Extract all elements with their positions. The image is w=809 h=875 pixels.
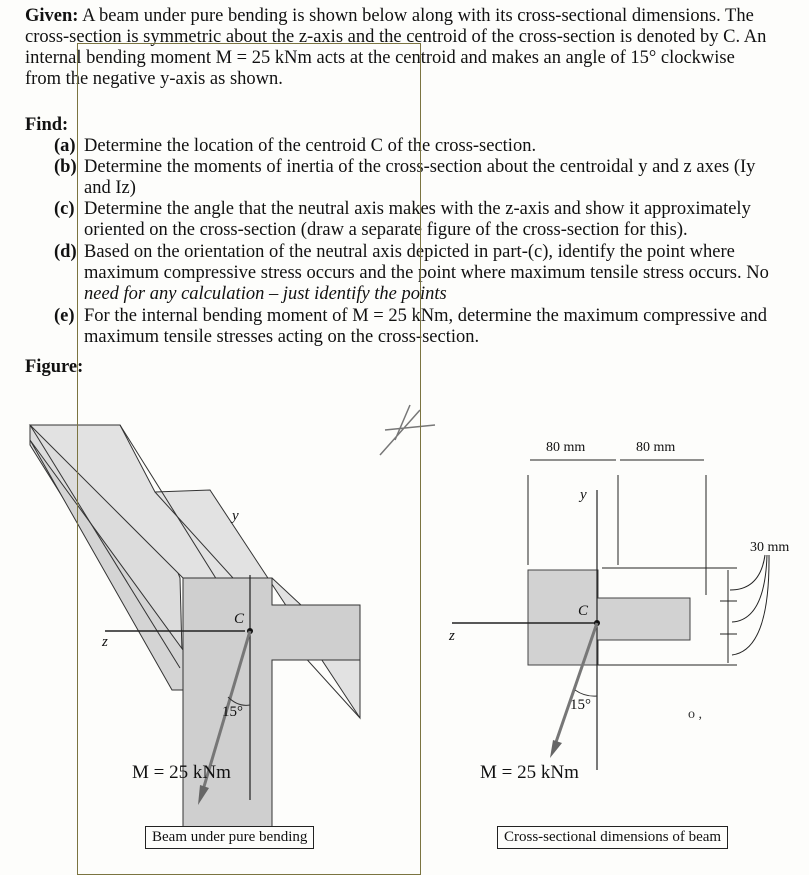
item-e-letter: (e) bbox=[54, 306, 75, 326]
pencil-mark bbox=[380, 405, 435, 455]
dim-80mm-right: 80 mm bbox=[636, 440, 676, 455]
item-d-text: Based on the orientation of the neutral axis depicted in part-(c), identify the point where bbox=[84, 242, 735, 262]
y-label-left: y bbox=[232, 508, 239, 524]
c-label-right: C bbox=[578, 603, 589, 619]
angle-label-left: 15° bbox=[222, 704, 243, 720]
item-b-letter: (b) bbox=[54, 157, 77, 177]
item-b-text: Determine the moments of inertia of the cross-section about the centroidal y and z axes (Iy bbox=[84, 157, 756, 177]
svg-text:o ,: o , bbox=[688, 707, 702, 722]
given-line-2: cross-section is symmetric about the z-axis and the centroid of the cross-section is denoted by C. An bbox=[25, 27, 767, 47]
angle-label-right: 15° bbox=[570, 697, 591, 713]
dim-30mm: 30 mm bbox=[750, 540, 790, 555]
dim-80mm-left: 80 mm bbox=[546, 440, 586, 455]
item-d-text: maximum compressive stress occurs and the point where maximum tensile stress occurs. No bbox=[84, 263, 769, 283]
item-e-text: For the internal bending moment of M = 25 kNm, determine the maximum compressive and bbox=[84, 306, 767, 326]
moment-label-left: M = 25 kNm bbox=[132, 762, 231, 783]
given-line-1: Given: A beam under pure bending is shown below along with its cross-sectional dimensions. The bbox=[25, 6, 754, 26]
caption-left: Beam under pure bending bbox=[145, 826, 314, 849]
item-c-text: Determine the angle that the neutral axis makes with the z-axis and show it approximately bbox=[84, 199, 751, 219]
moment-label-right: M = 25 kNm bbox=[480, 762, 579, 783]
z-label-right: z bbox=[449, 628, 455, 644]
item-a-letter: (a) bbox=[54, 136, 76, 156]
item-c-letter: (c) bbox=[54, 199, 75, 219]
find-label: Find: bbox=[25, 115, 69, 135]
z-label-left: z bbox=[102, 634, 108, 650]
item-e-text: maximum tensile stresses acting on the cross-section. bbox=[84, 327, 480, 347]
item-c-text: oriented on the cross-section (draw a separate figure of the cross-section for this). bbox=[84, 220, 688, 240]
item-b-text: and Iz) bbox=[84, 178, 136, 198]
given-line-4: from the negative y-axis as shown. bbox=[25, 69, 283, 89]
item-a-text: Determine the location of the centroid C of the cross-section. bbox=[84, 136, 537, 156]
y-label-right: y bbox=[580, 487, 587, 503]
item-d-letter: (d) bbox=[54, 242, 77, 262]
caption-right: Cross-sectional dimensions of beam bbox=[497, 826, 728, 849]
c-label-left: C bbox=[234, 611, 245, 627]
figure-label: Figure: bbox=[25, 357, 84, 377]
given-line-3: internal bending moment M = 25 kNm acts at the centroid and makes an angle of 15° clockwise bbox=[25, 48, 735, 68]
item-d-text: need for any calculation – just identify the points bbox=[84, 284, 447, 304]
given-label: Given: bbox=[25, 6, 79, 26]
